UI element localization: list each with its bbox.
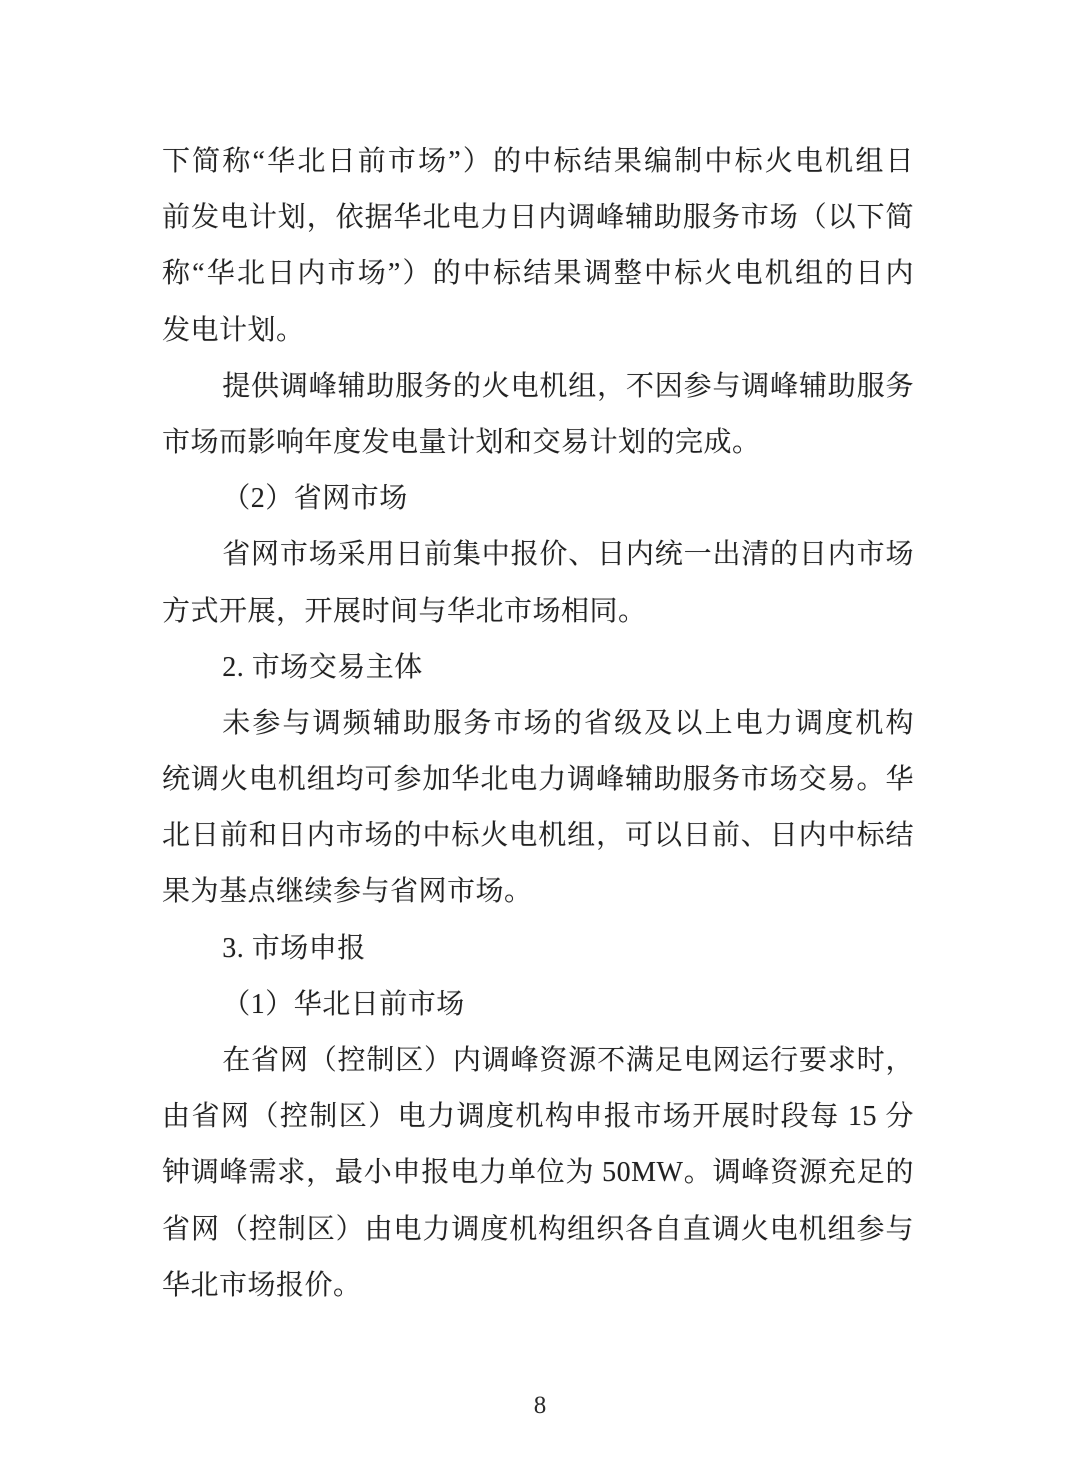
text-line: 方式开展，开展时间与华北市场相同。 [162, 595, 647, 627]
text-line: 2. 市场交易主体 [222, 651, 423, 683]
text-line: 省网市场采用日前集中报价、日内统一出清的日内市场 [222, 539, 914, 571]
text-line: 市场而影响年度发电量计划和交易计划的完成。 [162, 426, 761, 458]
page-number: 8 [533, 1392, 547, 1419]
text-line: 下简称“华北日前市场”）的中标结果编制中标火电机组日 [162, 146, 914, 177]
text-line: 由省网（控制区）电力调度机构申报市场开展时段每 15 分 [162, 1101, 914, 1133]
text-line: （2）省网市场 [222, 483, 408, 515]
text-line: 统调火电机组均可参加华北电力调峰辅助服务市场交易。华 [162, 764, 914, 796]
text-line: 前发电计划，依据华北电力日内调峰辅助服务市场（以下简 [162, 202, 914, 234]
text-line: 钟调峰需求，最小申报电力单位为 50MW。调峰资源充足的 [162, 1157, 914, 1189]
text-line: 未参与调频辅助服务市场的省级及以上电力调度机构 [222, 707, 914, 739]
text-line: 省网（控制区）由电力调度机构组织各自直调火电机组参与 [162, 1213, 914, 1245]
text-line: 在省网（控制区）内调峰资源不满足电网运行要求时， [222, 1045, 914, 1076]
text-line: 提供调峰辅助服务的火电机组，不因参与调峰辅助服务 [222, 370, 914, 402]
text-line: （1）华北日前市场 [222, 988, 465, 1020]
text-line: 华北市场报价。 [162, 1269, 362, 1301]
text-line: 发电计划。 [162, 314, 305, 346]
document-body [162, 134, 914, 1314]
text-line: 北日前和日内市场的中标火电机组，可以日前、日内中标结 [162, 820, 914, 852]
text-line: 称“华北日内市场”）的中标结果调整中标火电机组的日内 [162, 258, 914, 290]
text-line: 3. 市场申报 [222, 932, 366, 964]
text-line: 果为基点继续参与省网市场。 [162, 876, 533, 908]
